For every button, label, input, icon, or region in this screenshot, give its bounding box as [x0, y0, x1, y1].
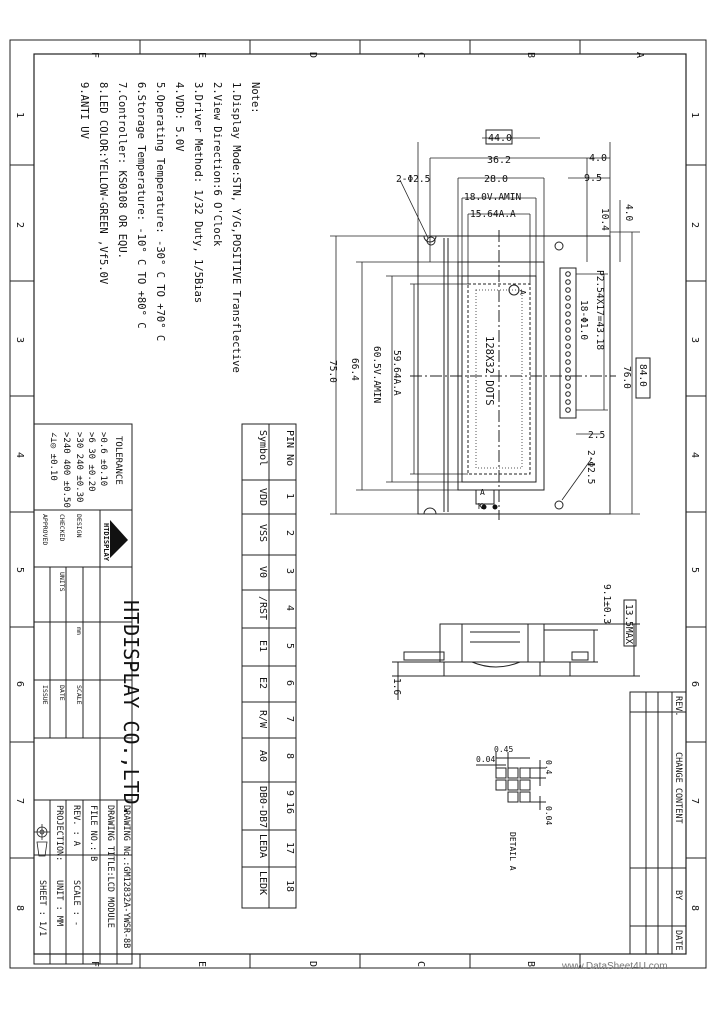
grid-letter-top: B — [525, 52, 536, 59]
pin-no: 18 — [284, 880, 295, 893]
dim-76-0: 76.0 — [621, 366, 632, 389]
grid-letter-bottom: F — [89, 961, 100, 968]
tolerance-row: >6 30 ±0.20 — [86, 432, 96, 492]
pin-no: 9 16 — [284, 790, 295, 815]
note-item: 6.Storage Temperature: -10° C TO +80° C — [135, 82, 147, 329]
grid-number-left: 3 — [14, 337, 25, 344]
note-item: 8.LED COLOR:YELLOW-GREEN ,Vf5.0V — [97, 82, 109, 285]
dim-1-6: 1.6 — [391, 678, 402, 696]
grid-number-left: 1 — [14, 112, 25, 119]
pin-symbol: VSS — [257, 524, 268, 543]
dim-hole-top: 2-Φ2.5 — [396, 174, 431, 185]
grid-letter-bottom: E — [196, 961, 207, 968]
dim-75-0: 75.0 — [327, 360, 338, 383]
grid-letter-bottom: C — [415, 961, 426, 968]
drawing-title: DRAWING TITLE:LCD MODULE — [105, 805, 115, 928]
grid-number-right: 6 — [689, 681, 700, 688]
pin-symbol: DB0-DB7 — [257, 786, 268, 829]
led-cathode-label: K — [478, 502, 483, 511]
company-name: HTDISPLAY CO.,LTD. — [119, 600, 143, 817]
pin-no: 2 — [284, 530, 295, 537]
dim-hole-bottom: 2-Φ2.5 — [585, 450, 596, 485]
drawing-no: DRAWING No.:GM12832A-YWSR-8B — [121, 805, 131, 949]
mm-label: mm — [75, 627, 83, 635]
pin-no: 7 — [284, 716, 295, 723]
dim-4-0-right: 4.0 — [623, 204, 634, 222]
detail-a-marker: A — [518, 290, 527, 295]
company-logo — [102, 520, 128, 562]
pin-symbol: LEDK — [257, 871, 268, 896]
dim-view-height: 60.5V.AMIN — [371, 346, 382, 404]
dim-9-5: 9.5 — [584, 173, 603, 184]
dim-13-5max: 13.5MAX — [623, 604, 634, 645]
note-item: 4.VDD: 5.0V — [173, 82, 185, 152]
grid-letter-bottom: B — [525, 961, 536, 968]
pin-symbol: /RST — [257, 596, 268, 621]
dim-active-height: 59.64A.A — [391, 350, 402, 396]
grid-number-right: 4 — [689, 452, 700, 459]
dim-9-1: 9.1±0.3 — [601, 584, 612, 625]
dim-pin-holes: 18-Φ1.0 — [578, 300, 589, 341]
sign-label-checked: CHECKED — [58, 514, 66, 542]
dim-10-4: 10.4 — [599, 208, 610, 231]
pin-no: 5 — [284, 643, 295, 650]
unit-field: UNIT : MM — [54, 880, 64, 927]
grid-number-right: 1 — [689, 112, 700, 119]
grid-number-right: 8 — [689, 905, 700, 912]
grid-number-left: 6 — [14, 681, 25, 688]
grid-number-left: 2 — [14, 222, 25, 229]
dim-4-0-top: 4.0 — [589, 153, 608, 164]
pin-symbol: A0 — [257, 750, 268, 763]
grid-number-right: 3 — [689, 337, 700, 344]
note-item: 9.ANTI UV — [78, 82, 90, 139]
sign-label-approved: APPROVED — [41, 514, 49, 546]
sheet-field: SHEET : 1/1 — [37, 880, 47, 937]
dim-view-area: 18.0V.AMIN — [464, 192, 522, 203]
dim-28: 28.0 — [484, 174, 509, 185]
grid-letter-top: A — [634, 52, 645, 59]
pin-no: 6 — [284, 680, 295, 687]
tolerance-row: >0.6 ±0.10 — [98, 432, 108, 487]
dim-detail-0-04-right: 0.04 — [544, 806, 553, 826]
dim-dots: 128X32 DOTS — [483, 336, 495, 406]
grid-number-right: 2 — [689, 222, 700, 229]
projection-field: PROJECTION: — [54, 805, 64, 862]
pin-no: 1 — [284, 493, 295, 500]
grid-letter-bottom: D — [307, 961, 318, 968]
note-item: 3.Driver Method: 1/32 Duty, 1/5Bias — [192, 82, 204, 304]
rev-field: REV. : A — [71, 805, 81, 846]
sign-label-design: DESIGN — [75, 514, 83, 538]
scale-label: SCALE — [75, 685, 83, 705]
tolerance-row: ∠⊥◎ ±0.10 — [48, 432, 58, 481]
pin-symbol: LEDA — [257, 834, 268, 859]
dim-44: 44.0 — [488, 133, 513, 144]
dim-pitch: P2.54X17=43.18 — [594, 270, 605, 351]
dim-detail-0-04-top: 0.04 — [476, 755, 496, 764]
symbol-label: Symbol — [257, 430, 268, 467]
pin-symbol: R/W — [257, 710, 268, 729]
pin-symbol: E1 — [257, 640, 268, 653]
change-content-header: CHANGE CONTENT — [673, 752, 683, 824]
date-label: DATE — [58, 685, 66, 701]
units-label: UNITS — [58, 572, 66, 592]
tolerance-row: >30 240 ±0.30 — [74, 432, 84, 503]
note-item: 1.Display Mode:STN, Y/G,POSITIVE Transflective — [230, 82, 242, 373]
grid-number-right: 5 — [689, 567, 700, 574]
grid-number-left: 7 — [14, 798, 25, 805]
dim-2-5: 2.5 — [588, 430, 606, 441]
file-no: FILE NO.: B — [88, 805, 98, 862]
pin-symbol: V0 — [257, 566, 268, 579]
grid-letter-top: D — [307, 52, 318, 59]
dim-66-4: 66.4 — [349, 358, 360, 381]
grid-letter-top: E — [196, 52, 207, 59]
dim-36-2: 36.2 — [487, 155, 512, 166]
pin-no-label: PIN No — [284, 430, 295, 467]
note-item: 7.Controller: KS0108 OR EQU. — [116, 82, 128, 260]
tolerance-title: TOLERANCE — [113, 436, 123, 485]
note-item: 5.Operating Temperature: -30° C TO +70° C — [154, 82, 166, 342]
dim-84-0: 84.0 — [637, 364, 648, 387]
tolerance-row: >240 400 ±0.50 — [61, 432, 71, 508]
issue-label: ISSUE — [41, 685, 49, 705]
pin-no: 17 — [284, 842, 295, 855]
dim-detail-0-45: 0.45 — [494, 745, 514, 754]
rev-header: REV. — [673, 696, 683, 717]
dim-detail-0-4: 0.4 — [544, 760, 553, 775]
detail-a-label: DETAIL A — [508, 832, 517, 871]
logo-text: HTDISPLAY — [102, 523, 110, 561]
date-header: DATE — [673, 930, 683, 951]
grid-number-left: 5 — [14, 567, 25, 574]
grid-number-left: 8 — [14, 905, 25, 912]
notes-title: Note: — [249, 82, 261, 114]
pin-symbol: VDD — [257, 488, 268, 507]
side-view-drawing — [392, 624, 640, 700]
dim-active-area: 15.64A.A — [470, 209, 516, 220]
grid-letter-top: C — [415, 52, 426, 59]
pin-no: 8 — [284, 753, 295, 760]
pin-symbol: E2 — [257, 677, 268, 690]
notes-block — [78, 82, 261, 373]
scale-field: SCALE : - — [71, 880, 81, 927]
note-item: 2.View Direction:6 O'Clock — [211, 82, 223, 247]
pin-no: 4 — [284, 605, 295, 612]
projection-symbol-icon — [34, 824, 50, 856]
by-header: BY — [673, 890, 683, 901]
grid-letter-top: F — [89, 52, 100, 59]
pin-no: 3 — [284, 568, 295, 575]
grid-number-left: 4 — [14, 452, 25, 459]
led-anode-label: A — [480, 488, 485, 497]
grid-number-right: 7 — [689, 798, 700, 805]
watermark: www.DataSheet4U.com — [562, 961, 668, 972]
